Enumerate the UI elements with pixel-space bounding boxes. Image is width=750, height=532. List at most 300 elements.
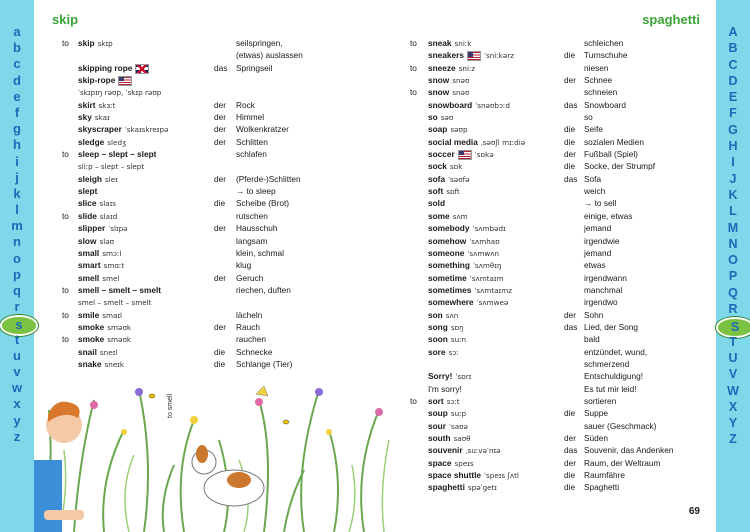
- translation: Snowboard: [584, 99, 626, 110]
- alphabet-letter-g: g: [13, 121, 21, 137]
- translation: klein, schmal: [236, 247, 284, 258]
- alphabet-letter-h: h: [13, 137, 21, 153]
- pronunciation: speɪs: [454, 458, 474, 468]
- alphabet-letter-u: u: [13, 347, 21, 363]
- pronunciation: ˈsɒrɪ: [455, 372, 472, 382]
- alphabet-letter-U: U: [728, 350, 738, 365]
- dictionary-entry: [410, 160, 710, 172]
- headword: [428, 444, 501, 457]
- headword-text: skirt: [78, 99, 96, 110]
- dictionary-entry: [62, 62, 392, 74]
- translation: (Pferde-)Schlitten: [236, 173, 301, 184]
- dictionary-entry: [410, 481, 710, 493]
- headword-text: smoke: [78, 321, 105, 332]
- dictionary-entry: [410, 247, 710, 259]
- translation: Suppe: [584, 408, 608, 419]
- pronunciation: ˈsnəʊbɔːd: [475, 100, 510, 110]
- article: die: [564, 136, 576, 147]
- article: der: [564, 433, 576, 443]
- headword-text: soap: [428, 124, 448, 135]
- verb-marker: to: [62, 309, 69, 320]
- pronunciation: sliːp – slept – slept: [78, 162, 145, 172]
- article: der: [564, 309, 576, 320]
- headword-text: song: [428, 321, 448, 332]
- alphabet-letter-B: B: [728, 41, 738, 56]
- dictionary-entry: [410, 296, 710, 308]
- us-flag-icon: [458, 150, 472, 160]
- translation: schmerzend: [584, 358, 630, 369]
- article: der: [214, 321, 226, 332]
- pronunciation: ˈsəʊfə: [448, 174, 470, 184]
- translation: Entschuldigung!: [584, 371, 644, 382]
- pronunciation: ˈsʌmtaɪm: [469, 273, 504, 283]
- headword-text: soccer: [428, 149, 455, 160]
- article: die: [214, 346, 226, 357]
- headword-text: snow: [428, 87, 450, 98]
- headword: [428, 247, 499, 260]
- headword: [428, 111, 453, 124]
- translation: → to sell: [584, 198, 617, 209]
- alphabet-letter-k: k: [13, 185, 21, 201]
- dictionary-entry: [410, 37, 710, 49]
- dictionary-entry: [410, 99, 710, 111]
- pronunciation: ˈsʌmwʌn: [467, 248, 500, 258]
- translation: entzündet, wund,: [584, 346, 648, 357]
- verb-marker: to: [410, 38, 417, 48]
- headword-text: somebody: [428, 223, 470, 234]
- headword: [78, 222, 128, 235]
- pronunciation: ˈsʌmθɪŋ: [472, 261, 502, 271]
- illustration-caption: to smell: [167, 393, 174, 418]
- headword: [78, 272, 119, 285]
- dictionary-entry: [410, 272, 710, 284]
- alphabet-letter-N: N: [728, 236, 738, 251]
- translation: Sohn: [584, 309, 604, 320]
- headword-text: space shuttle: [428, 470, 482, 481]
- headword-text: I'm sorry!: [428, 383, 462, 394]
- headword: [428, 49, 514, 62]
- pronunciation: sʌm: [452, 211, 468, 221]
- alphabet-sidebar-left: [0, 0, 34, 532]
- translation: Rauch: [236, 321, 260, 332]
- dictionary-entry: [410, 62, 710, 74]
- translation: rutschen: [236, 210, 268, 221]
- alphabet-letter-X: X: [728, 399, 738, 414]
- alphabet-letter-T: T: [729, 334, 737, 349]
- dictionary-entry: [410, 235, 710, 247]
- alphabet-letter-Q: Q: [728, 285, 738, 300]
- headword-text: sneeze: [428, 62, 456, 73]
- article: das: [564, 99, 578, 110]
- pronunciation: ˌsuːvəˈnɪə: [465, 446, 501, 456]
- dictionary-entry: [62, 185, 392, 197]
- headword-text: skyscraper: [78, 124, 122, 135]
- article: der: [564, 75, 576, 86]
- dictionary-entry: [410, 432, 710, 444]
- headword: [78, 160, 144, 173]
- headword: [428, 210, 468, 223]
- verb-marker: to: [62, 149, 69, 160]
- headword-text: smell: [78, 272, 100, 283]
- translation: langsam: [236, 235, 268, 246]
- headword: [78, 235, 114, 248]
- dictionary-entry: [410, 383, 710, 395]
- translation: jemand: [584, 247, 612, 258]
- dictionary-entry: [62, 309, 392, 321]
- alphabet-letter-y: y: [13, 412, 21, 428]
- headword-text: somehow: [428, 235, 467, 246]
- headword-text: someone: [428, 247, 465, 258]
- dictionary-entry: [410, 469, 710, 481]
- pronunciation: ˈskɪpɪŋ rəʊp, ˈskɪp rəʊp: [78, 88, 162, 98]
- dictionary-entry: [62, 210, 392, 222]
- alphabet-letter-W: W: [727, 383, 739, 398]
- headword: [78, 111, 110, 124]
- dog-figure: [192, 445, 264, 506]
- alphabet-letter-G: G: [728, 122, 738, 137]
- article: der: [564, 149, 576, 160]
- translation: irgendwann: [584, 272, 627, 283]
- dictionary-entry: [410, 346, 710, 358]
- article: der: [214, 124, 226, 135]
- dictionary-entry: [62, 99, 392, 111]
- headword-text: spaghetti: [428, 482, 465, 493]
- alphabet-letter-d: d: [13, 72, 21, 88]
- dictionary-entry: [62, 74, 392, 86]
- pronunciation: smaɪl: [102, 310, 123, 320]
- translation: etwas: [584, 260, 606, 271]
- headword-text: sleigh: [78, 173, 102, 184]
- headword-text: sometimes: [428, 284, 472, 295]
- headword: [428, 309, 458, 322]
- headword-text: sort: [428, 395, 444, 406]
- article: die: [564, 161, 576, 172]
- pronunciation: slaɪs: [99, 199, 117, 209]
- pronunciation: sɔːt: [446, 396, 460, 406]
- dictionary-entry: [62, 148, 392, 160]
- headword-text: snow: [428, 75, 450, 86]
- headword: [428, 136, 525, 149]
- right-entry-column: [410, 37, 710, 494]
- dictionary-entry: [62, 160, 392, 172]
- pronunciation: səʊp: [450, 125, 468, 135]
- headword: [78, 185, 97, 197]
- headword-text: snail: [78, 346, 97, 357]
- translation: Wolkenkratzer: [236, 124, 289, 135]
- headword-text: sleep – slept – slept: [78, 149, 157, 160]
- headword: [428, 383, 462, 395]
- pronunciation: skaɪ: [94, 113, 110, 123]
- article: der: [564, 457, 576, 468]
- article: die: [214, 358, 226, 369]
- dictionary-entry: [410, 284, 710, 296]
- dictionary-entry: [410, 86, 710, 98]
- article: die: [564, 482, 576, 493]
- translation: Lied, der Song: [584, 321, 638, 332]
- headword: [428, 173, 470, 186]
- verb-marker: to: [62, 210, 69, 221]
- active-letter-marker: s: [0, 315, 38, 335]
- article: das: [564, 321, 578, 332]
- dictionary-entry: [410, 49, 710, 61]
- headword-text: soup: [428, 408, 448, 419]
- translation: Hausschuh: [236, 223, 278, 234]
- alphabet-letter-i: i: [15, 153, 19, 169]
- dictionary-entry: [410, 309, 710, 321]
- translation: einige, etwas: [584, 210, 633, 221]
- headword: [78, 284, 161, 296]
- pronunciation: ˈslɪpə: [108, 224, 128, 234]
- dictionary-entry: [410, 123, 710, 135]
- headword: [428, 432, 471, 445]
- headword-text: sneakers: [428, 50, 464, 61]
- article: die: [564, 124, 576, 135]
- verb-marker: to: [410, 395, 417, 406]
- headword-text: soft: [428, 186, 444, 197]
- pronunciation: snəʊ: [452, 76, 470, 86]
- headword: [78, 86, 161, 99]
- headword-text: sour: [428, 420, 446, 431]
- pronunciation: sməʊk: [107, 322, 132, 332]
- article: die: [564, 470, 576, 481]
- pronunciation: sneɪl: [99, 347, 118, 357]
- headword: [78, 136, 126, 149]
- alphabet-sidebar-right: [716, 0, 750, 532]
- headword: [428, 37, 471, 50]
- headword: [428, 197, 445, 209]
- headword: [428, 148, 494, 161]
- dictionary-entry: [62, 136, 392, 148]
- verb-marker: to: [410, 62, 417, 73]
- article: das: [564, 445, 578, 456]
- translation: Schnee: [584, 75, 613, 86]
- article: der: [214, 223, 226, 234]
- headword: [428, 272, 504, 285]
- dictionary-entry: [410, 370, 710, 382]
- verb-marker: to: [62, 38, 69, 48]
- translation: Schnecke: [236, 346, 273, 357]
- alphabet-letter-V: V: [728, 367, 738, 382]
- translation: Himmel: [236, 112, 265, 123]
- headword-text: sofa: [428, 173, 446, 184]
- translation: lächeln: [236, 309, 263, 320]
- alphabet-letter-I: I: [731, 155, 735, 170]
- dictionary-entry: [62, 123, 392, 135]
- pronunciation: ˈsaʊə: [448, 421, 468, 431]
- pronunciation: ˈsniːkərz: [483, 51, 514, 61]
- headword: [78, 37, 113, 50]
- headword: [78, 74, 132, 86]
- dictionary-entry: [62, 111, 392, 123]
- alphabet-letter-R: R: [728, 302, 738, 317]
- headword: [428, 296, 508, 309]
- alphabet-letter-D: D: [728, 73, 738, 88]
- headword: [78, 123, 168, 136]
- alphabet-letter-c: c: [13, 56, 21, 72]
- dictionary-entry: [410, 358, 710, 370]
- pronunciation: sɔː: [448, 347, 459, 357]
- us-flag-icon: [467, 51, 481, 61]
- translation: so: [584, 112, 593, 123]
- headword-text: slide: [78, 210, 97, 221]
- headword: [428, 370, 471, 383]
- headword: [428, 74, 469, 87]
- pronunciation: smɑːt: [103, 261, 125, 271]
- pronunciation: slaɪd: [99, 211, 118, 221]
- article: der: [214, 173, 226, 184]
- headword: [428, 185, 460, 198]
- us-flag-icon: [118, 76, 132, 86]
- alphabet-letter-Y: Y: [728, 416, 738, 431]
- alphabet-letter-S: [716, 317, 750, 333]
- headword: [78, 62, 149, 74]
- article: der: [214, 112, 226, 123]
- translation: riechen, duften: [236, 284, 291, 295]
- translation: Socke, der Strumpf: [584, 161, 656, 172]
- translation: irgendwie: [584, 235, 620, 246]
- headword-text: social media: [428, 136, 478, 147]
- dictionary-entry: [62, 49, 392, 61]
- headword: [428, 469, 519, 482]
- dictionary-entry: [62, 173, 392, 185]
- headword-text: slept: [78, 186, 98, 197]
- active-letter-marker: S: [716, 317, 750, 337]
- headword-text: sold: [428, 198, 446, 209]
- dictionary-entry: [410, 111, 710, 123]
- article: die: [214, 198, 226, 209]
- dictionary-entry: [62, 197, 392, 209]
- translation: Fußball (Spiel): [584, 149, 638, 160]
- dictionary-entry: [62, 37, 392, 49]
- left-entry-column: [62, 37, 392, 370]
- headword-text: smart: [78, 260, 101, 271]
- alphabet-letter-l: l: [15, 202, 19, 218]
- headword: [428, 284, 512, 297]
- headword: [78, 259, 124, 272]
- translation: Sofa: [584, 173, 602, 184]
- alphabet-letter-j: j: [15, 169, 19, 185]
- headword: [428, 99, 510, 112]
- alphabet-letter-M: M: [727, 220, 739, 235]
- alphabet-letter-C: C: [728, 57, 738, 72]
- alphabet-letter-s: [0, 315, 34, 331]
- translation: jemand: [584, 223, 612, 234]
- pronunciation: snəʊ: [452, 88, 470, 98]
- dictionary-entry: [62, 247, 392, 259]
- dictionary-entry: [410, 197, 710, 209]
- translation: irgendwo: [584, 297, 618, 308]
- translation: sortieren: [584, 395, 617, 406]
- headword: [78, 309, 122, 322]
- dictionary-entry: [410, 420, 710, 432]
- dictionary-entry: [62, 86, 392, 98]
- guide-word-left: skip: [52, 12, 79, 27]
- dictionary-entry: [410, 321, 710, 333]
- dictionary-entry: [410, 457, 710, 469]
- article: das: [214, 62, 228, 73]
- alphabet-letter-a: a: [13, 24, 21, 39]
- article: das: [564, 173, 578, 184]
- article: die: [564, 50, 576, 61]
- dictionary-entry: [62, 272, 392, 284]
- headword-text: skipping rope: [78, 62, 133, 73]
- dictionary-entry: [62, 333, 392, 345]
- alphabet-letter-x: x: [13, 396, 21, 412]
- headword: [78, 148, 156, 160]
- dictionary-entry: [410, 210, 710, 222]
- translation: Schlange (Tier): [236, 358, 293, 369]
- headword-text: something: [428, 260, 470, 271]
- pronunciation: ˈsɒkə: [474, 150, 494, 160]
- headword: [428, 123, 468, 136]
- alphabet-letter-A: A: [728, 25, 738, 39]
- alphabet-index-lowercase: [0, 24, 34, 445]
- pronunciation: sɒft: [446, 187, 460, 197]
- dictionary-entry: [410, 136, 710, 148]
- pronunciation: sniːk: [454, 39, 472, 48]
- pronunciation: ˈsʌmhaʊ: [469, 236, 500, 246]
- pronunciation: saʊθ: [453, 434, 471, 443]
- alphabet-letter-p: p: [13, 266, 21, 282]
- headword: [428, 407, 466, 420]
- pronunciation: sɒŋ: [450, 322, 464, 332]
- headword: [428, 481, 497, 494]
- article: der: [214, 272, 226, 283]
- headword-text: slipper: [78, 223, 106, 234]
- pronunciation: skɜːt: [98, 100, 116, 110]
- dictionary-entry: [410, 173, 710, 185]
- headword-text: smile: [78, 309, 100, 320]
- alphabet-letter-E: E: [728, 90, 738, 105]
- pronunciation: spəˈgetɪ: [467, 483, 498, 493]
- pronunciation: sniːz: [458, 63, 476, 73]
- alphabet-letter-L: L: [729, 204, 737, 219]
- alphabet-letter-m: m: [11, 218, 23, 234]
- alphabet-letter-z: z: [13, 428, 21, 444]
- dictionary-entry: [410, 185, 710, 197]
- translation: Süden: [584, 433, 608, 443]
- dictionary-entry: [62, 259, 392, 271]
- alphabet-letter-O: O: [728, 253, 738, 268]
- headword: [78, 197, 116, 210]
- article: die: [564, 408, 576, 419]
- alphabet-letter-n: n: [13, 234, 21, 250]
- alphabet-letter-F: F: [729, 106, 737, 121]
- pronunciation: sneɪk: [104, 359, 125, 369]
- translation: rauchen: [236, 334, 266, 345]
- uk-flag-icon: [135, 64, 149, 74]
- headword-text: smell – smelt – smelt: [78, 284, 162, 295]
- page-number: 69: [688, 506, 700, 517]
- translation: Springseil: [236, 62, 273, 73]
- translation: sauer (Geschmack): [584, 420, 657, 431]
- translation: bald: [584, 334, 600, 345]
- headword-text: south: [428, 433, 451, 443]
- headword: [428, 235, 500, 248]
- guide-word-right: spaghetti: [642, 12, 700, 27]
- alphabet-letter-J: J: [729, 171, 737, 186]
- translation: Raumfähre: [584, 470, 626, 481]
- alphabet-index-uppercase: [716, 24, 750, 448]
- translation: schneien: [584, 87, 618, 98]
- alphabet-letter-H: H: [728, 139, 738, 154]
- dictionary-entry: [410, 407, 710, 419]
- alphabet-letter-Z: Z: [729, 432, 737, 447]
- translation: Souvenir, das Andenken: [584, 445, 674, 456]
- headword: [428, 222, 506, 235]
- headword-text: skip-rope: [78, 75, 116, 86]
- pronunciation: ˈsʌmweə: [476, 298, 509, 308]
